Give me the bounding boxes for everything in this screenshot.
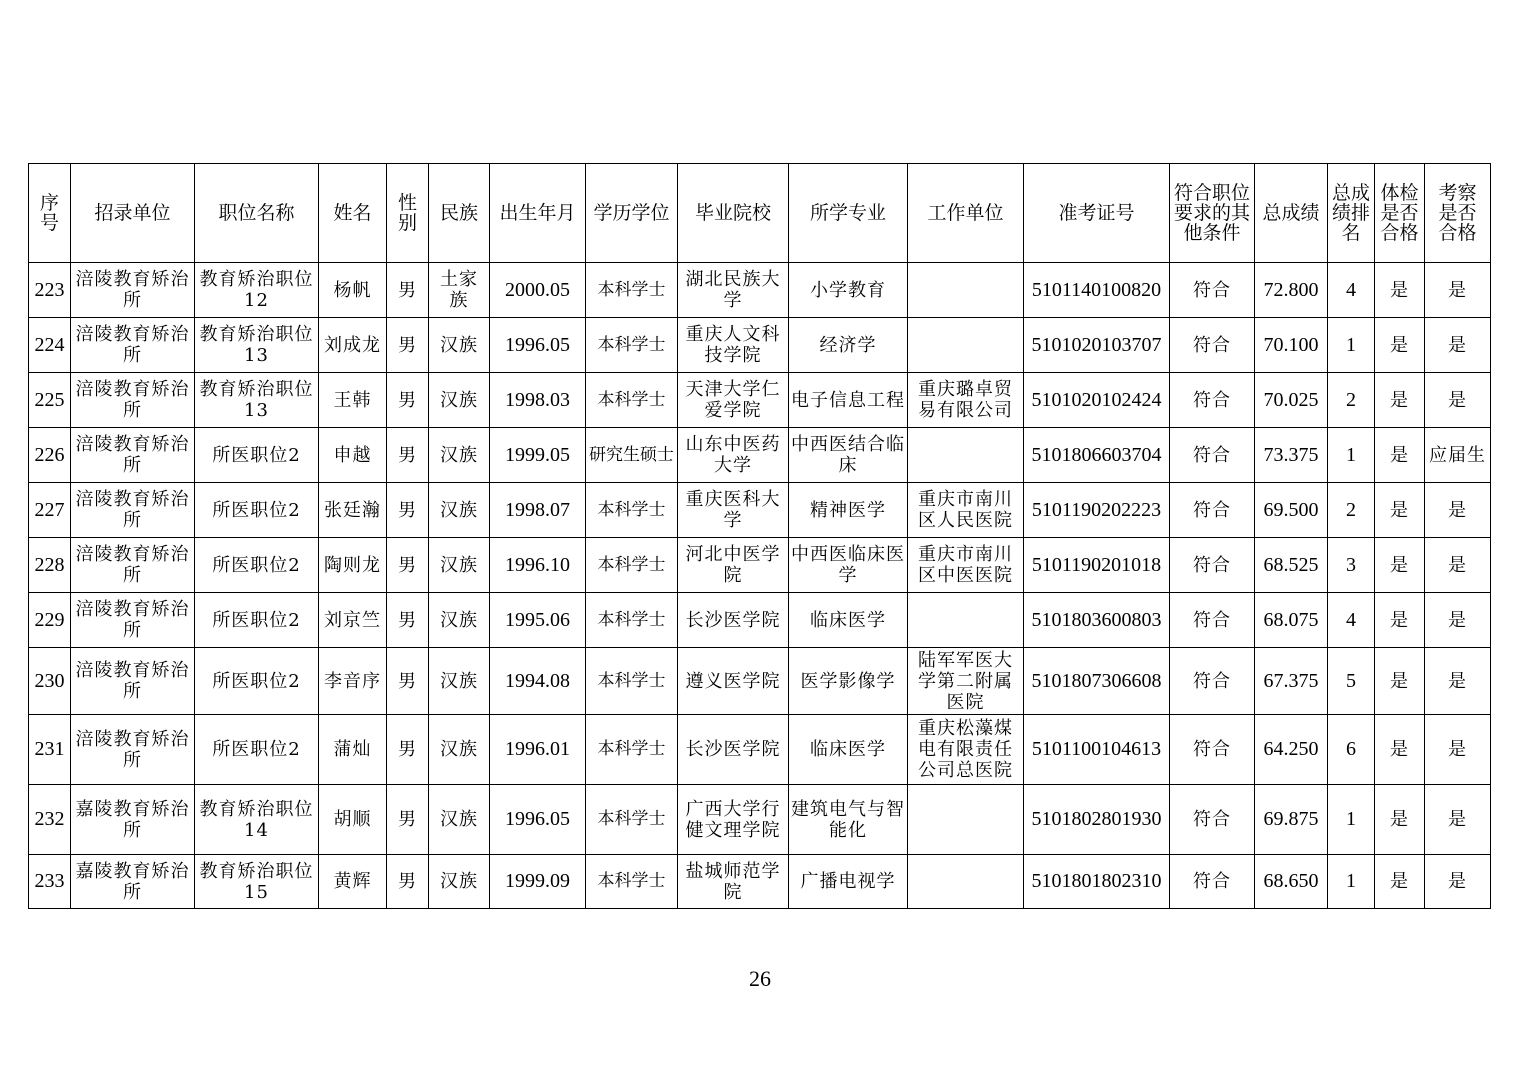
cell-employer: [908, 785, 1024, 855]
cell-physical: 是: [1375, 428, 1425, 483]
cell-other-req: 符合: [1170, 373, 1255, 428]
cell-birth: 2000.05: [490, 263, 586, 318]
cell-birth: 1996.05: [490, 785, 586, 855]
header-score: 总成绩: [1255, 164, 1328, 263]
cell-unit: 嘉陵教育矫治所: [71, 855, 195, 909]
cell-name: 陶则龙: [319, 538, 387, 593]
cell-inspection: 是: [1425, 538, 1491, 593]
cell-major: 医学影像学: [789, 648, 908, 715]
cell-degree: 本科学士: [586, 538, 678, 593]
cell-major: 经济学: [789, 318, 908, 373]
cell-exam-no: 5101140100820: [1024, 263, 1170, 318]
cell-employer: 重庆璐卓贸易有限公司: [908, 373, 1024, 428]
header-unit: 招录单位: [71, 164, 195, 263]
cell-ethnicity: 土家族: [429, 263, 490, 318]
cell-exam-no: 5101020103707: [1024, 318, 1170, 373]
cell-birth: 1998.03: [490, 373, 586, 428]
cell-birth: 1999.09: [490, 855, 586, 909]
cell-name: 杨帆: [319, 263, 387, 318]
cell-exam-no: 5101020102424: [1024, 373, 1170, 428]
cell-ethnicity: 汉族: [429, 648, 490, 715]
cell-rank: 1: [1328, 785, 1375, 855]
cell-unit: 嘉陵教育矫治所: [71, 785, 195, 855]
cell-position: 教育矫治职位15: [195, 855, 319, 909]
cell-name: 黄辉: [319, 855, 387, 909]
cell-major: 临床医学: [789, 715, 908, 785]
cell-employer: [908, 428, 1024, 483]
cell-position: 所医职位2: [195, 715, 319, 785]
cell-ethnicity: 汉族: [429, 428, 490, 483]
cell-seq: 226: [29, 428, 71, 483]
cell-employer: [908, 593, 1024, 648]
cell-employer: [908, 855, 1024, 909]
cell-name: 李音序: [319, 648, 387, 715]
cell-position: 教育矫治职位13: [195, 373, 319, 428]
table-body: [29, 263, 1491, 909]
cell-other-req: 符合: [1170, 263, 1255, 318]
cell-school: 长沙医学院: [678, 593, 789, 648]
cell-score: 68.525: [1255, 538, 1328, 593]
cell-name: 刘成龙: [319, 318, 387, 373]
cell-physical: 是: [1375, 318, 1425, 373]
cell-name: 蒲灿: [319, 715, 387, 785]
cell-ethnicity: 汉族: [429, 855, 490, 909]
cell-inspection: 是: [1425, 373, 1491, 428]
cell-other-req: 符合: [1170, 483, 1255, 538]
table-row: [29, 855, 1491, 909]
table-row: [29, 538, 1491, 593]
cell-seq: 225: [29, 373, 71, 428]
table-header-row: [29, 164, 1491, 263]
cell-birth: 1999.05: [490, 428, 586, 483]
cell-score: 69.500: [1255, 483, 1328, 538]
cell-gender: 男: [387, 428, 429, 483]
cell-name: 刘京竺: [319, 593, 387, 648]
cell-birth: 1996.05: [490, 318, 586, 373]
cell-other-req: 符合: [1170, 715, 1255, 785]
table-row: [29, 428, 1491, 483]
header-major: 所学专业: [789, 164, 908, 263]
cell-rank: 1: [1328, 855, 1375, 909]
cell-physical: 是: [1375, 715, 1425, 785]
cell-position: 所医职位2: [195, 538, 319, 593]
header-degree: 学历学位: [586, 164, 678, 263]
cell-inspection: 是: [1425, 593, 1491, 648]
cell-rank: 1: [1328, 318, 1375, 373]
table-row: [29, 785, 1491, 855]
cell-position: 教育矫治职位12: [195, 263, 319, 318]
cell-score: 70.100: [1255, 318, 1328, 373]
cell-degree: 本科学士: [586, 715, 678, 785]
cell-exam-no: 5101100104613: [1024, 715, 1170, 785]
cell-unit: 涪陵教育矫治所: [71, 648, 195, 715]
cell-unit: 涪陵教育矫治所: [71, 538, 195, 593]
cell-school: 长沙医学院: [678, 715, 789, 785]
cell-unit: 涪陵教育矫治所: [71, 428, 195, 483]
cell-degree: 本科学士: [586, 318, 678, 373]
cell-school: 广西大学行健文理学院: [678, 785, 789, 855]
header-birth: 出生年月: [490, 164, 586, 263]
cell-school: 天津大学仁爱学院: [678, 373, 789, 428]
cell-gender: 男: [387, 715, 429, 785]
candidate-table: [28, 163, 1491, 909]
cell-unit: 涪陵教育矫治所: [71, 373, 195, 428]
cell-degree: 本科学士: [586, 263, 678, 318]
cell-school: 盐城师范学院: [678, 855, 789, 909]
cell-name: 张廷瀚: [319, 483, 387, 538]
cell-ethnicity: 汉族: [429, 483, 490, 538]
cell-seq: 223: [29, 263, 71, 318]
cell-employer: 重庆松藻煤电有限责任公司总医院: [908, 715, 1024, 785]
table-row: [29, 483, 1491, 538]
cell-exam-no: 5101807306608: [1024, 648, 1170, 715]
cell-ethnicity: 汉族: [429, 593, 490, 648]
cell-name: 胡顺: [319, 785, 387, 855]
cell-major: 精神医学: [789, 483, 908, 538]
table-row: [29, 263, 1491, 318]
cell-seq: 229: [29, 593, 71, 648]
cell-school: 重庆医科大学: [678, 483, 789, 538]
cell-score: 72.800: [1255, 263, 1328, 318]
cell-position: 所医职位2: [195, 648, 319, 715]
cell-employer: 重庆市南川区人民医院: [908, 483, 1024, 538]
cell-seq: 227: [29, 483, 71, 538]
cell-school: 河北中医学院: [678, 538, 789, 593]
cell-physical: 是: [1375, 785, 1425, 855]
table-row: [29, 593, 1491, 648]
cell-exam-no: 5101802801930: [1024, 785, 1170, 855]
header-inspection: 考察是否合格: [1425, 164, 1491, 263]
cell-degree: 本科学士: [586, 648, 678, 715]
cell-score: 69.875: [1255, 785, 1328, 855]
cell-birth: 1996.01: [490, 715, 586, 785]
cell-score: 68.075: [1255, 593, 1328, 648]
cell-inspection: 是: [1425, 483, 1491, 538]
cell-gender: 男: [387, 855, 429, 909]
cell-exam-no: 5101803600803: [1024, 593, 1170, 648]
cell-degree: 本科学士: [586, 373, 678, 428]
cell-inspection: 是: [1425, 263, 1491, 318]
cell-physical: 是: [1375, 593, 1425, 648]
cell-name: 申越: [319, 428, 387, 483]
cell-rank: 1: [1328, 428, 1375, 483]
cell-school: 遵义医学院: [678, 648, 789, 715]
cell-school: 山东中医药大学: [678, 428, 789, 483]
cell-gender: 男: [387, 373, 429, 428]
cell-position: 教育矫治职位13: [195, 318, 319, 373]
cell-birth: 1996.10: [490, 538, 586, 593]
cell-physical: 是: [1375, 483, 1425, 538]
header-gender: 性别: [387, 164, 429, 263]
cell-employer: 重庆市南川区中医医院: [908, 538, 1024, 593]
table-row: [29, 715, 1491, 785]
cell-physical: 是: [1375, 373, 1425, 428]
cell-unit: 涪陵教育矫治所: [71, 593, 195, 648]
cell-physical: 是: [1375, 538, 1425, 593]
cell-gender: 男: [387, 318, 429, 373]
cell-ethnicity: 汉族: [429, 538, 490, 593]
cell-physical: 是: [1375, 855, 1425, 909]
cell-inspection: 是: [1425, 785, 1491, 855]
cell-seq: 231: [29, 715, 71, 785]
cell-score: 73.375: [1255, 428, 1328, 483]
cell-gender: 男: [387, 263, 429, 318]
header-name: 姓名: [319, 164, 387, 263]
cell-ethnicity: 汉族: [429, 373, 490, 428]
cell-major: 中西医结合临床: [789, 428, 908, 483]
cell-employer: 陆军军医大学第二附属医院: [908, 648, 1024, 715]
cell-school: 重庆人文科技学院: [678, 318, 789, 373]
cell-score: 68.650: [1255, 855, 1328, 909]
header-position: 职位名称: [195, 164, 319, 263]
header-physical: 体检是否合格: [1375, 164, 1425, 263]
cell-other-req: 符合: [1170, 538, 1255, 593]
cell-position: 所医职位2: [195, 428, 319, 483]
cell-ethnicity: 汉族: [429, 715, 490, 785]
cell-rank: 5: [1328, 648, 1375, 715]
cell-employer: [908, 318, 1024, 373]
header-exam-no: 准考证号: [1024, 164, 1170, 263]
cell-ethnicity: 汉族: [429, 318, 490, 373]
cell-seq: 230: [29, 648, 71, 715]
cell-score: 64.250: [1255, 715, 1328, 785]
cell-seq: 228: [29, 538, 71, 593]
cell-birth: 1995.06: [490, 593, 586, 648]
cell-major: 广播电视学: [789, 855, 908, 909]
cell-degree: 本科学士: [586, 785, 678, 855]
cell-rank: 6: [1328, 715, 1375, 785]
table-row: [29, 318, 1491, 373]
cell-other-req: 符合: [1170, 593, 1255, 648]
table-row: [29, 648, 1491, 715]
cell-unit: 涪陵教育矫治所: [71, 715, 195, 785]
cell-degree: 本科学士: [586, 855, 678, 909]
cell-major: 中西医临床医学: [789, 538, 908, 593]
cell-gender: 男: [387, 785, 429, 855]
cell-unit: 涪陵教育矫治所: [71, 263, 195, 318]
cell-school: 湖北民族大学: [678, 263, 789, 318]
cell-rank: 4: [1328, 593, 1375, 648]
cell-name: 王韩: [319, 373, 387, 428]
cell-exam-no: 5101190201018: [1024, 538, 1170, 593]
header-ethnicity: 民族: [429, 164, 490, 263]
cell-rank: 2: [1328, 373, 1375, 428]
cell-rank: 4: [1328, 263, 1375, 318]
cell-position: 所医职位2: [195, 483, 319, 538]
cell-inspection: 是: [1425, 648, 1491, 715]
cell-exam-no: 5101190202223: [1024, 483, 1170, 538]
cell-gender: 男: [387, 648, 429, 715]
cell-major: 小学教育: [789, 263, 908, 318]
cell-other-req: 符合: [1170, 428, 1255, 483]
cell-inspection: 是: [1425, 715, 1491, 785]
cell-physical: 是: [1375, 648, 1425, 715]
cell-other-req: 符合: [1170, 785, 1255, 855]
table-row: [29, 373, 1491, 428]
header-other-req: 符合职位要求的其他条件: [1170, 164, 1255, 263]
cell-unit: 涪陵教育矫治所: [71, 318, 195, 373]
page-number: 26: [749, 966, 771, 991]
cell-seq: 224: [29, 318, 71, 373]
cell-degree: 本科学士: [586, 483, 678, 538]
cell-rank: 2: [1328, 483, 1375, 538]
cell-exam-no: 5101806603704: [1024, 428, 1170, 483]
cell-major: 建筑电气与智能化: [789, 785, 908, 855]
cell-degree: 本科学士: [586, 593, 678, 648]
cell-birth: 1994.08: [490, 648, 586, 715]
header-school: 毕业院校: [678, 164, 789, 263]
cell-inspection: 应届生: [1425, 428, 1491, 483]
header-seq: 序号: [29, 164, 71, 263]
cell-score: 67.375: [1255, 648, 1328, 715]
cell-exam-no: 5101801802310: [1024, 855, 1170, 909]
cell-other-req: 符合: [1170, 648, 1255, 715]
cell-degree: 研究生硕士: [586, 428, 678, 483]
header-rank: 总成绩排名: [1328, 164, 1375, 263]
cell-other-req: 符合: [1170, 855, 1255, 909]
cell-gender: 男: [387, 593, 429, 648]
cell-rank: 3: [1328, 538, 1375, 593]
cell-position: 教育矫治职位14: [195, 785, 319, 855]
cell-major: 电子信息工程: [789, 373, 908, 428]
cell-employer: [908, 263, 1024, 318]
cell-gender: 男: [387, 483, 429, 538]
cell-birth: 1998.07: [490, 483, 586, 538]
cell-unit: 涪陵教育矫治所: [71, 483, 195, 538]
cell-inspection: 是: [1425, 318, 1491, 373]
cell-inspection: 是: [1425, 855, 1491, 909]
cell-position: 所医职位2: [195, 593, 319, 648]
cell-seq: 232: [29, 785, 71, 855]
cell-other-req: 符合: [1170, 318, 1255, 373]
cell-physical: 是: [1375, 263, 1425, 318]
cell-major: 临床医学: [789, 593, 908, 648]
cell-score: 70.025: [1255, 373, 1328, 428]
cell-ethnicity: 汉族: [429, 785, 490, 855]
header-employer: 工作单位: [908, 164, 1024, 263]
cell-seq: 233: [29, 855, 71, 909]
cell-gender: 男: [387, 538, 429, 593]
